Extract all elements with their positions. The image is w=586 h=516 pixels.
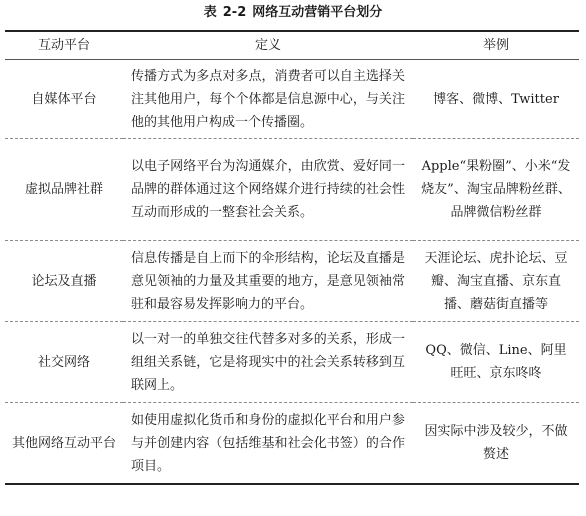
example-cell: QQ、微信、Line、阿里旺旺、京东咚咚 [425,343,567,381]
definition-cell: 以电子网络平台为沟通媒介，由欣赏、爱好同一品牌的群体通过这个网络媒介进行持续的社会性互动而形成的一整套社会关系。 [131,159,405,220]
definition-cell: 以一对一的单独交往代替多对多的关系，形成一组组关系链，它是将现实中的社会关系转移到互联网上。 [131,331,405,393]
table-body [5,60,579,485]
definition-cell: 传播方式为多点对多点，消费者可以自主选择关注其他用户，每个个体都是信息源中心，与关注他的其他用户构成一个传播圈。 [131,68,405,130]
table-caption [0,4,586,22]
definition-cell: 信息传播是自上而下的伞形结构，论坛及直播是意见领袖的力量及其重要的地方，是意见领袖常驻和最容易发挥影响力的平台。 [131,250,405,312]
table-header [5,31,579,60]
example-cell: Apple“果粉圈”、小米“发烧友”、淘宝品牌粉丝群、品牌微信粉丝群 [421,159,571,220]
table-row [5,139,579,241]
header-row [5,31,579,60]
caption-label: 表 [203,5,217,20]
platform-cell: 虚拟品牌社群 [24,182,103,197]
example-cell: 博客、微博、Twitter [433,91,559,107]
platform-cell: 社交网络 [37,354,90,370]
table-row [5,60,579,139]
platform-table [5,30,579,485]
table-row [5,322,579,403]
header-example: 举例 [482,38,509,53]
example-cell: 因实际中涉及较少，不做赘述 [424,424,568,462]
table-row [5,241,579,322]
platform-cell: 论坛及直播 [31,273,97,289]
table-row [5,403,579,485]
caption-number: 2-2 [222,5,247,20]
platform-cell: 其他网络互动平台 [11,435,116,451]
header-platform: 互动平台 [37,38,90,53]
example-cell: 天涯论坛、虎扑论坛、豆瓣、淘宝直播、京东直播、蘑菇街直播等 [424,250,568,312]
platform-cell: 自媒体平台 [31,91,97,107]
definition-cell: 如使用虚拟化货币和身份的虚拟化平台和用户参与并创建内容（包括维基和社会化书签）的合作项目。 [131,412,405,474]
caption-title: 网络互动营销平台划分 [252,5,383,20]
header-definition: 定义 [254,38,281,53]
